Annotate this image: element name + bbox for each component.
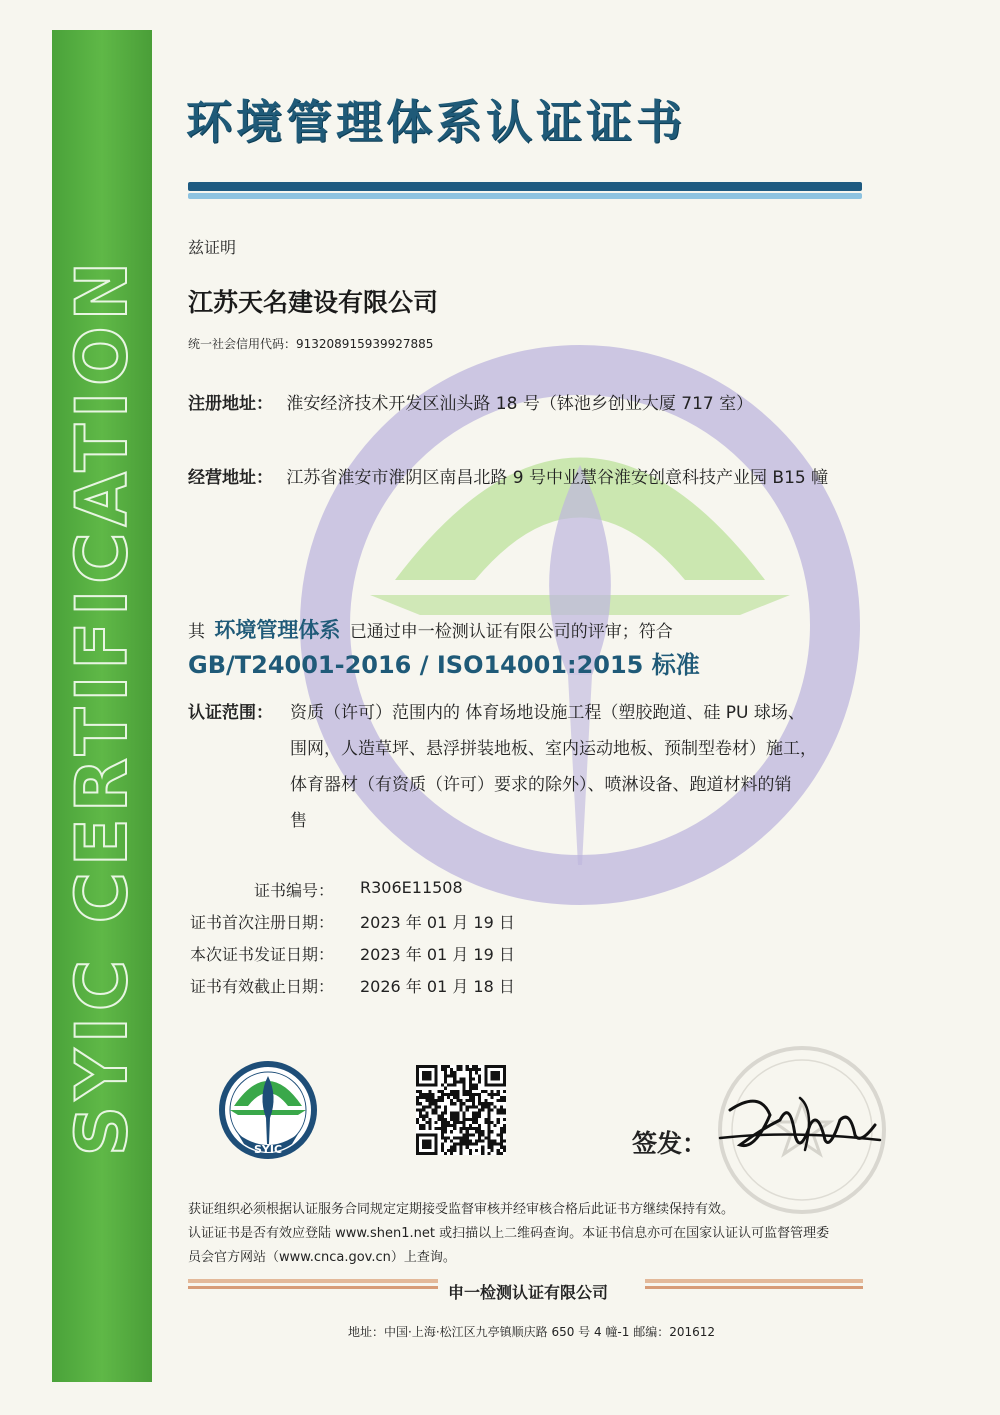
company-name: 江苏天名建设有限公司 bbox=[188, 288, 439, 317]
info-label: 证书首次注册日期： bbox=[189, 913, 334, 932]
scope-line: 体育器材（有资质（许可）要求的除外）、喷淋设备、跑道材料的销 bbox=[290, 775, 792, 795]
title-rule bbox=[188, 182, 862, 191]
sign-label: 签发： bbox=[632, 1129, 708, 1158]
certificate-title: 环境管理体系认证证书 bbox=[186, 95, 686, 149]
info-label: 证书有效截止日期： bbox=[189, 977, 334, 996]
side-band-text: SYIC CERTIFICATION bbox=[61, 255, 143, 1157]
registered-address bbox=[188, 389, 753, 414]
expiry-date-row bbox=[182, 974, 515, 997]
issuer-name: 申一检测认证有限公司 bbox=[448, 1283, 609, 1302]
registered-address-label: 注册地址： bbox=[188, 394, 273, 414]
credit-code: 统一社会信用代码：913208915939927885 bbox=[188, 337, 434, 351]
info-label: 证书编号： bbox=[253, 881, 334, 900]
issuer-rule bbox=[188, 1279, 438, 1283]
side-band bbox=[52, 30, 152, 1382]
syic-logo bbox=[212, 1060, 324, 1165]
footer-note: 员会官方网站（www.cnca.gov.cn）上查询。 bbox=[188, 1250, 456, 1265]
business-address-value: 江苏省淮安市淮阴区南昌北路 9 号中业慧谷淮安创意科技产业园 B15 幢 bbox=[286, 468, 829, 488]
info-label: 本次证书发证日期： bbox=[189, 945, 334, 964]
business-address-label: 经营地址： bbox=[188, 468, 273, 488]
issue-date-row bbox=[182, 942, 515, 965]
cert-number-row bbox=[182, 878, 463, 901]
issuer-rule bbox=[645, 1286, 863, 1289]
info-value: 2023 年 01 月 19 日 bbox=[360, 945, 515, 964]
registered-address-value: 淮安经济技术开发区汕头路 18 号（钵池乡创业大厦 717 室） bbox=[286, 394, 754, 414]
info-value: 2026 年 01 月 18 日 bbox=[360, 977, 515, 996]
scope-line: 资质（许可）范围内的 体育场地设施工程（塑胶跑道、硅 PU 球场、 bbox=[290, 703, 805, 723]
business-address bbox=[188, 463, 828, 488]
scope-label: 认证范围： bbox=[188, 703, 273, 723]
hereby-text: 兹证明 bbox=[188, 238, 237, 257]
handwritten-signature bbox=[700, 1080, 890, 1180]
issuer-address: 地址：中国·上海·松江区九亭镇顺庆路 650 号 4 幢-1 邮编：201612 bbox=[348, 1325, 716, 1339]
statement-prefix: 其 bbox=[188, 622, 205, 642]
statement-system: 环境管理体系 bbox=[214, 618, 341, 642]
info-value: R306E11508 bbox=[360, 878, 463, 897]
issuer-rule bbox=[188, 1286, 438, 1289]
title-rule-light bbox=[188, 193, 862, 199]
footer-note: 认证证书是否有效应登陆 www.shen1.net 或扫描以上二维码查询。本证书信息亦可在国家认证认可监督管理委 bbox=[188, 1226, 830, 1241]
info-value: 2023 年 01 月 19 日 bbox=[360, 913, 515, 932]
statement-suffix: 已通过申一检测认证有限公司的评审；符合 bbox=[349, 622, 673, 642]
standard-name: GB/T24001-2016 / ISO14001:2015 标准 bbox=[188, 651, 700, 679]
issuer-rule bbox=[645, 1279, 863, 1283]
scope-line: 售 bbox=[290, 811, 307, 831]
footer-note: 获证组织必须根据认证服务合同规定定期接受监督审核并经审核合格后此证书方继续保持有效。 bbox=[188, 1202, 735, 1217]
first-registration-row bbox=[182, 910, 515, 933]
logo-text: SYIC bbox=[253, 1143, 283, 1156]
qr-code[interactable] bbox=[416, 1065, 506, 1155]
conformity-statement bbox=[188, 614, 673, 644]
scope-line: 围网，人造草坪、悬浮拼装地板、室内运动地板、预制型卷材）施工， bbox=[290, 739, 817, 759]
